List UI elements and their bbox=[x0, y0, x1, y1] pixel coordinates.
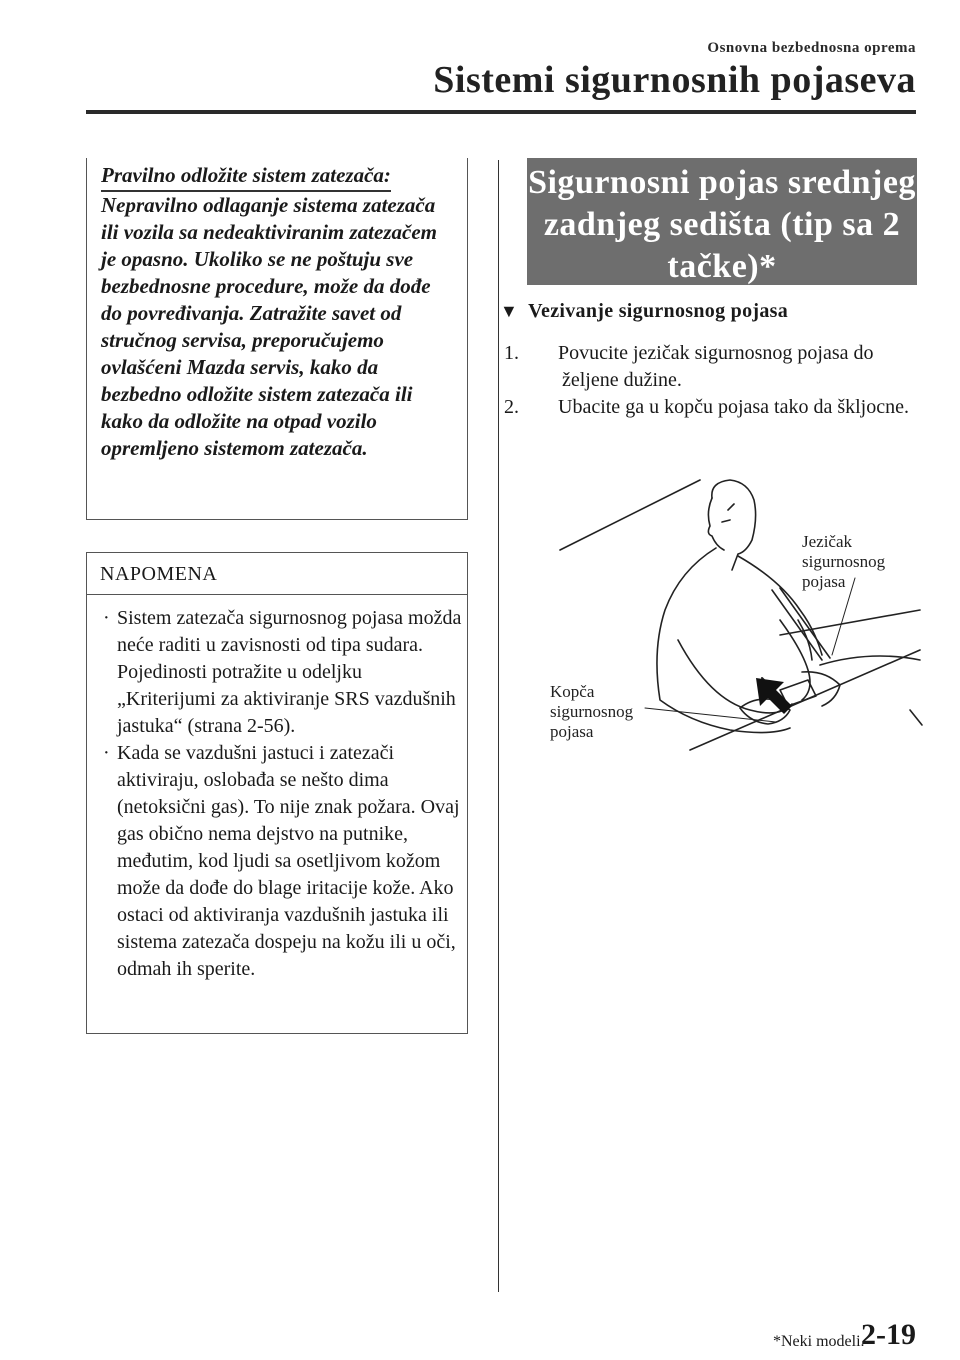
step-number: 1. bbox=[504, 342, 519, 364]
step-text: Povucite jezičak sigurnosnog pojasa do željene dužine. bbox=[558, 342, 874, 391]
section-title-line: tačke)* bbox=[667, 248, 777, 285]
page-title: Sistemi sigurnosnih pojaseva bbox=[433, 59, 916, 101]
note-item-text: Kada se vazdušni jastuci i zatezači aktiviraju, oslobađa se nešto dima (netoksični gas). To nije znak požara. Ovaj gas obično nema dejstvo na putnike, međutim, kod ljudi sa osetljivom kožom može da dođe do blage iritacije kože. Ako ostaci od aktiviranja vazdušnih jastuka ili sistema zatezača dospeju na kožu ili u oči, odmah ih sperite. bbox=[117, 742, 460, 980]
header-rule bbox=[86, 110, 916, 114]
note-item-text: Sistem zatezača sigurnosnog pojasa možda neće raditi u zavisnosti od tipa sudara. Pojedinosti potražite u odeljku „Kriterijumi za aktiviranje SRS vazdušnih jastuka“ (strana 2-56). bbox=[117, 607, 462, 737]
note-title: NAPOMENA bbox=[87, 553, 467, 595]
steps-list bbox=[504, 340, 924, 421]
section-title-line: zadnjeg sedišta (tip sa 2 bbox=[543, 206, 901, 243]
seatbelt-illustration bbox=[540, 460, 930, 780]
note-list bbox=[97, 605, 463, 983]
callout-buckle bbox=[550, 682, 633, 742]
triangle-down-icon: ▼ bbox=[500, 301, 519, 321]
footnote: *Neki modeli. bbox=[773, 1333, 865, 1350]
note-box bbox=[86, 552, 468, 1034]
step-item bbox=[504, 394, 924, 421]
warning-box bbox=[86, 158, 468, 520]
warning-text bbox=[101, 162, 441, 462]
callout-line: sigurnosnog bbox=[550, 702, 634, 721]
chapter-subtitle: Osnovna bezbednosna oprema bbox=[707, 40, 916, 56]
callout-line: Jezičak bbox=[802, 532, 853, 551]
section-title-line: Sigurnosni pojas srednjeg bbox=[528, 164, 916, 201]
bullet-icon: · bbox=[103, 607, 110, 629]
callout-line: Kopča bbox=[550, 682, 595, 701]
subheading-text: Vezivanje sigurnosnog pojasa bbox=[528, 300, 789, 322]
callout-line: pojasa bbox=[802, 572, 846, 591]
callout-line: sigurnosnog bbox=[802, 552, 886, 571]
arrow-icon bbox=[754, 676, 794, 716]
bullet-icon: · bbox=[103, 742, 110, 764]
callout-line: pojasa bbox=[550, 722, 594, 741]
step-item bbox=[504, 340, 924, 394]
page-number: 2-19 bbox=[861, 1318, 916, 1351]
warning-heading: Pravilno odložite sistem zatezača: bbox=[101, 162, 391, 192]
note-item bbox=[97, 605, 463, 740]
note-item bbox=[97, 740, 463, 983]
column-divider bbox=[498, 160, 499, 1292]
step-number: 2. bbox=[504, 396, 519, 418]
subheading bbox=[500, 300, 788, 323]
section-banner bbox=[527, 158, 917, 285]
step-text: Ubacite ga u kopču pojasa tako da škljocne. bbox=[558, 396, 909, 418]
callout-tongue bbox=[802, 532, 885, 592]
warning-body: Nepravilno odlaganje sistema zatezača ili vozila sa nedeaktiviranim zatezačem je opasno. Ukoliko se ne poštuju sve bezbednosne procedure, može da dođe do povređivanja. Zatražite savet od stručnog servisa, preporučujemo ovlašćeni Mazda servis, kako da bezbedno odložite sistem zatezača ili kako da odložite na otpad vozilo opremljeno sistemom zatezača. bbox=[101, 193, 437, 460]
